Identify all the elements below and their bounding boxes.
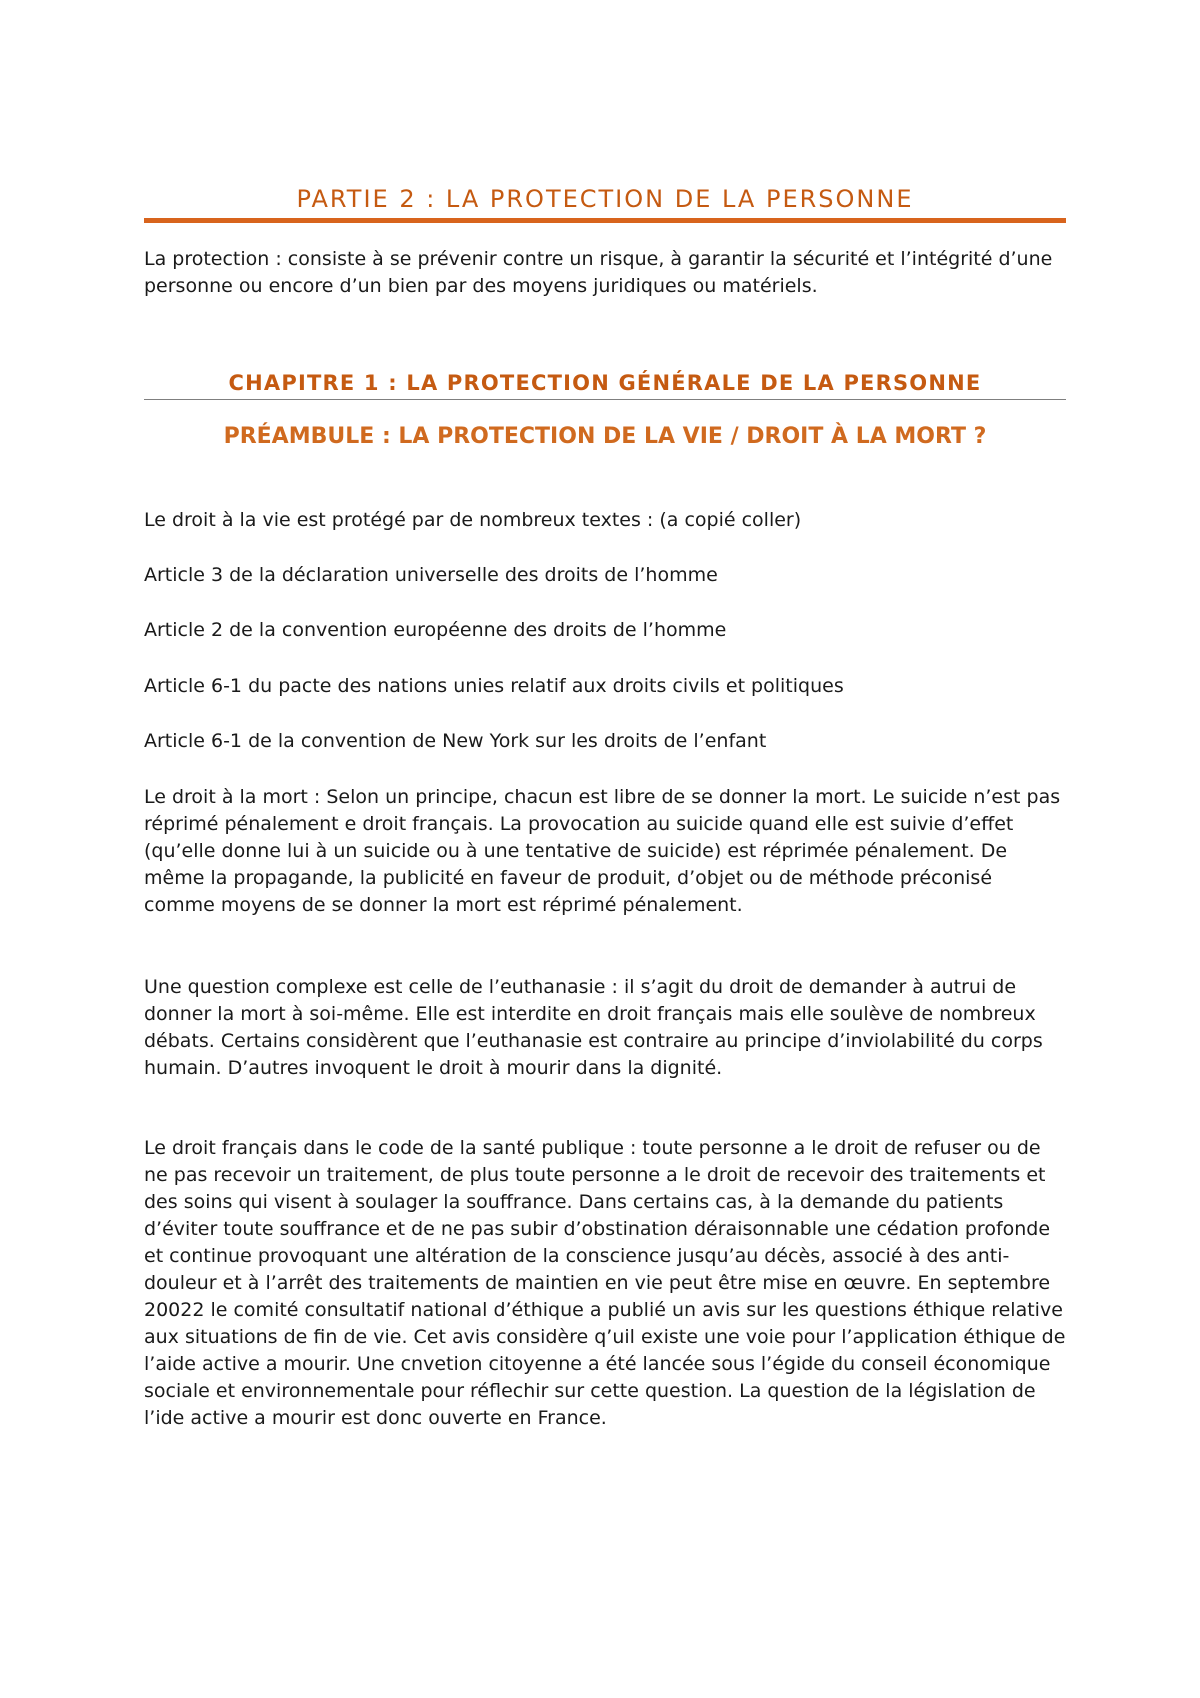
paragraph-article-cide: Article 6-1 de la convention de New York sur les droits de l’enfant	[144, 730, 767, 752]
paragraph-article-dudh: Article 3 de la déclaration universelle des droits de l’homme	[144, 564, 718, 586]
chapter-title-underline	[144, 399, 1066, 400]
paragraph-article-cedh: Article 2 de la convention européenne des droits de l’homme	[144, 619, 727, 641]
protection-definition: La protection : consiste à se prévenir contre un risque, à garantir la sécurité et l’intégrité d’une personne ou encore d’un bien par des moyens juridiques ou matériels.	[144, 248, 1053, 297]
preamble-title: PRÉAMBULE : LA PROTECTION DE LA VIE / DROIT À LA MORT ?	[223, 424, 987, 449]
paragraph-article-pidcp: Article 6-1 du pacte des nations unies relatif aux droits civils et politiques	[144, 675, 844, 697]
paragraph-code-sante: Le droit français dans le code de la santé publique : toute personne a le droit de refuser ou de ne pas recevoir un traitement, de plus toute personne a le droit de recevoir des traitements et des soins qui visent à soulager la souffrance. Dans certains cas, à la demande du patients d’éviter toute souffrance et de ne pas subir d’obstination déraisonnable une cédation profonde et continue provoquant une altération de la conscience jusqu’au décès, associé à des anti-douleur et à l’arrêt des traitements de maintien en vie peut être mise en œuvre. En septembre 20022 le comité consultatif national d’éthique a publié un avis sur les questions éthique relative aux situations de fin de vie. Cet avis considère q’uil existe une voie pour l’application éthique de l’aide active a mourir. Une cnvetion citoyenne a été lancée sous l’égide du conseil économique sociale et environnementale pour réflechir sur cette question. La question de la législation de l’ide active a mourir est donc ouverte en France.	[144, 1137, 1066, 1429]
paragraph-euthanasie: Une question complexe est celle de l’euthanasie : il s’agit du droit de demander à autrui de donner la mort à soi-même. Elle est interdite en droit français mais elle soulève de nombreux débats. Certains considèrent que l’euthanasie est contraire au principe d’inviolabilité du corps humain. D’autres invoquent le droit à mourir dans la dignité.	[144, 976, 1043, 1079]
part-title-underline	[144, 218, 1066, 223]
part-title: PARTIE 2 : LA PROTECTION DE LA PERSONNE	[296, 185, 914, 213]
chapter-title: CHAPITRE 1 : LA PROTECTION GÉNÉRALE DE LA PERSONNE	[228, 371, 982, 395]
paragraph-droit-mort: Le droit à la mort : Selon un principe, chacun est libre de se donner la mort. Le suicide n’est pas réprimé pénalement e droit français. La provocation au suicide quand elle est suivie d’effet (qu’elle donne lui à un suicide ou à une tentative de suicide) est réprimée pénalement. De même la propagande, la publicité en faveur de produit, d’objet ou de méthode préconisé comme moyens de se donner la mort est réprimé pénalement.	[144, 786, 1061, 916]
paragraph-intro: Le droit à la vie est protégé par de nombreux textes : (a copié coller)	[144, 509, 802, 531]
